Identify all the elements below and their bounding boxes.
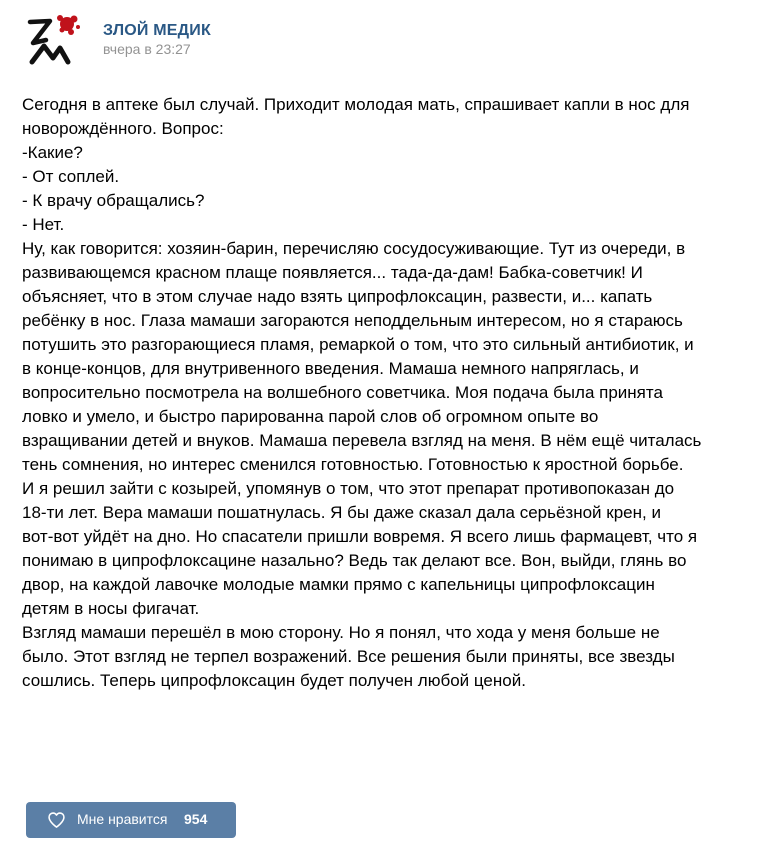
post-text-line: потушить это разгорающиеся пламя, ремаркой о том, что это сильный антибиотик, и	[22, 335, 694, 354]
zm-logo-icon	[24, 10, 84, 70]
post-text-line: сошлись. Теперь ципрофлоксацин будет получен любой ценой.	[22, 671, 526, 690]
post-text	[22, 93, 767, 693]
post-text-line: детям в носы фигачат.	[22, 599, 200, 618]
post-text-line: - Нет.	[22, 215, 65, 234]
avatar[interactable]	[24, 10, 84, 70]
post-text-line: в конце-концов, для внутривенного введения. Мамаша немного напряглась, и	[22, 359, 639, 378]
post-text-line: вопросительно посмотрела на волшебного советчика. Моя подача была принята	[22, 383, 663, 402]
post-text-line: 18-ти лет. Вера мамаши пошатнулась. Я бы даже сказал дала серьёзной крен, и	[22, 503, 661, 522]
post-text-line: новорождённого. Вопрос:	[22, 119, 224, 138]
post-text-line: Взгляд мамаши перешёл в мою сторону. Но я понял, что хода у меня больше не	[22, 623, 660, 642]
post-text-line: -Какие?	[22, 143, 83, 162]
post-text-line: развивающемся красном плаще появляется... тада-да-дам! Бабка-советчик! И	[22, 263, 643, 282]
author-name[interactable]: ЗЛОЙ МЕДИК	[103, 22, 211, 39]
post-text-line: ловко и умело, и быстро парированна парой слов об огромном опыте во	[22, 407, 599, 426]
heart-icon	[48, 812, 65, 828]
like-count: 954	[184, 811, 208, 827]
post-text-line: взращивании детей и внуков. Мамаша перевела взгляд на меня. В нём ещё читалась	[22, 431, 702, 450]
post-text-line: - К врачу обращались?	[22, 191, 205, 210]
post-text-line: объясняет, что в этом случае надо взять ципрофлоксацин, развести, и... капать	[22, 287, 653, 306]
post-text-line: вот-вот уйдёт на дно. Но спасатели пришли вовремя. Я всего лишь фармацевт, что я	[22, 527, 698, 546]
post-text-line: тень сомнения, но интерес сменился готовностью. Готовностью к яростной борьбе.	[22, 455, 684, 474]
post-text-line: ребёнку в нос. Глаза мамаши загораются неподдельным интересом, но я стараюсь	[22, 311, 683, 330]
post-text-line: Ну, как говорится: хозяин-барин, перечисляю сосудосуживающие. Тут из очереди, в	[22, 239, 686, 258]
post-time[interactable]: вчера в 23:27	[103, 41, 191, 57]
post-text-line: понимаю в ципрофлоксацине назально? Ведь так делают все. Вон, выйди, глянь во	[22, 551, 687, 570]
post-text-line: было. Этот взгляд не терпел возражений. Все решения были приняты, все звезды	[22, 647, 675, 666]
post-text-line: Сегодня в аптеке был случай. Приходит молодая мать, спрашивает капли в нос для	[22, 95, 690, 114]
like-label: Мне нравится	[77, 811, 168, 827]
post-text-line: И я решил зайти с козырей, упомянув о том, что этот препарат противопоказан до	[22, 479, 675, 498]
post-text-line: - От соплей.	[22, 167, 120, 186]
post-text-line: двор, на каждой лавочке молодые мамки прямо с капельницы ципрофлоксацин	[22, 575, 655, 594]
like-button[interactable]	[26, 802, 236, 838]
